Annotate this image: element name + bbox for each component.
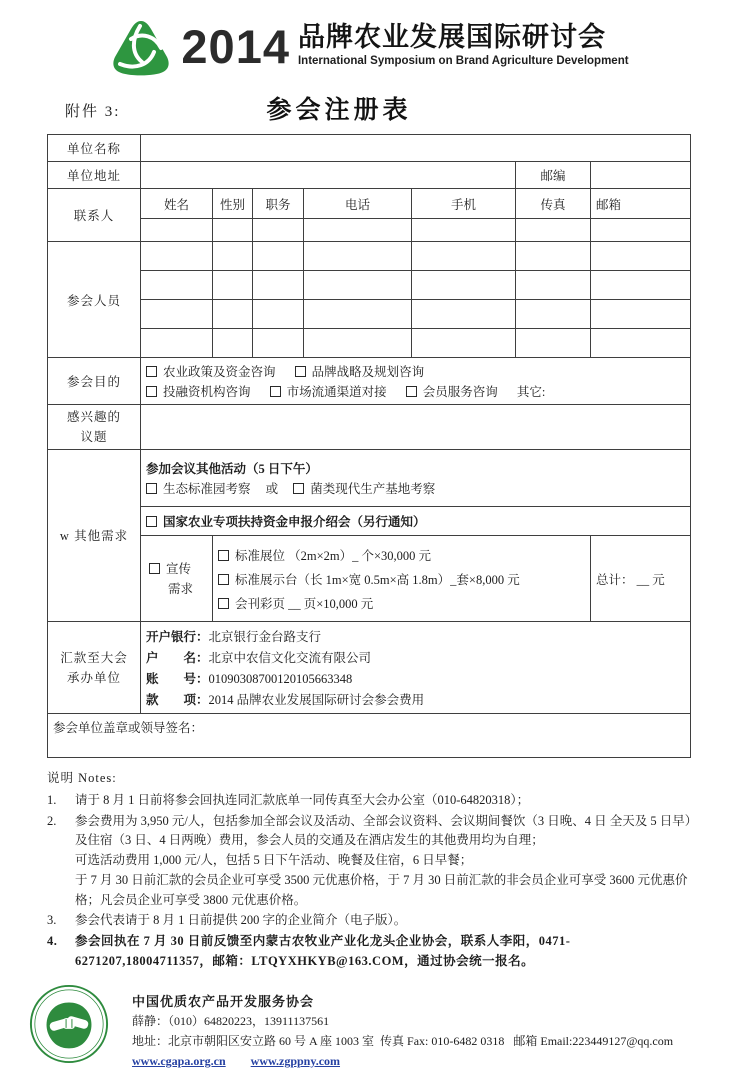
note-text: 参会回执在 7 月 30 日前反馈至内蒙古农牧业产业化龙头企业协会，联系人李阳，0471-6271207,18004711357，邮箱：LTQYXHKYB@163.COM，通过协会统一报名。 — [75, 934, 571, 968]
company-name-row — [48, 135, 691, 162]
bank-row-label: 户 名： — [146, 651, 209, 665]
note-item — [47, 911, 699, 931]
participant-field[interactable] — [213, 271, 253, 300]
checkbox-icon[interactable] — [218, 574, 229, 585]
participant-field[interactable] — [213, 329, 253, 358]
participant-field[interactable] — [141, 300, 213, 329]
contact-col-gender: 性别 — [213, 189, 253, 219]
bank-row-value: 北京中农信文化交流有限公司 — [208, 651, 372, 665]
note-text: 请于 8 月 1 日前将参会回执连同汇款底单一同传真至大会办公室（010-64820318）； — [75, 792, 530, 807]
participant-field[interactable] — [412, 300, 516, 329]
attachment-label: 附件 3: — [65, 104, 121, 120]
contact-input-row — [48, 219, 691, 242]
visit-option: 生态标准园考察 — [163, 482, 251, 496]
participant-field[interactable] — [253, 329, 304, 358]
website-link[interactable]: www.zgppny.com — [250, 1054, 341, 1069]
checkbox-icon[interactable] — [149, 563, 160, 574]
checkbox-icon[interactable] — [293, 483, 304, 494]
org-address-line: 地址：北京市朝阳区安立路 60 号 A 座 1003 室 传真 Fax: 010-6482 0318 邮箱 Email:223449127@qq.com — [132, 1034, 674, 1049]
purpose-option: 会员服务咨询 — [422, 385, 498, 399]
contact-col-email: 邮箱 — [591, 189, 691, 219]
checkbox-icon[interactable] — [295, 366, 306, 377]
note-item — [47, 812, 699, 911]
participant-field[interactable] — [304, 300, 412, 329]
footer — [28, 983, 673, 1072]
contact-col-phone: 电话 — [304, 189, 412, 219]
company-name-field[interactable] — [141, 135, 691, 162]
contact-field[interactable] — [516, 219, 591, 242]
fund-intro-row — [48, 507, 691, 536]
checkbox-icon[interactable] — [218, 598, 229, 609]
participant-field[interactable] — [253, 271, 304, 300]
registration-table — [47, 134, 691, 758]
symposium-logo-icon — [109, 16, 173, 82]
contact-field[interactable] — [591, 219, 691, 242]
publicity-label-cell — [141, 536, 213, 622]
note-text: 参会代表请于 8 月 1 日前提供 200 字的企业简介（电子版）。 — [75, 913, 407, 928]
topics-field[interactable] — [141, 405, 691, 450]
activities-cell — [141, 450, 691, 507]
symposium-title-cn: 品牌农业发展国际研讨会 — [297, 22, 606, 52]
note-number: 2. — [47, 813, 57, 828]
note-item — [47, 791, 699, 811]
contact-field[interactable] — [304, 219, 412, 242]
participant-field[interactable] — [304, 242, 412, 271]
participant-field[interactable] — [591, 271, 691, 300]
participant-row — [48, 242, 691, 271]
bank-row-value: 2014 品牌农业发展国际研讨会参会费用 — [208, 693, 425, 707]
purpose-option: 投融资机构咨询 — [163, 385, 251, 399]
note-number: 4. — [47, 934, 58, 948]
bank-row-label: 开户银行： — [146, 630, 209, 644]
participant-row — [48, 271, 691, 300]
signature-area[interactable] — [48, 714, 691, 758]
participants-label: 参会人员 — [48, 242, 141, 358]
topics-row — [48, 405, 691, 450]
note-number: 1. — [47, 792, 57, 807]
checkbox-icon[interactable] — [270, 386, 281, 397]
association-logo-icon — [28, 983, 110, 1065]
purpose-option: 品牌战略及规划咨询 — [311, 365, 425, 379]
contact-field[interactable] — [213, 219, 253, 242]
participant-row — [48, 329, 691, 358]
website-link[interactable]: www.cgapa.org.cn — [132, 1054, 226, 1069]
participant-field[interactable] — [304, 271, 412, 300]
participant-field[interactable] — [516, 329, 591, 358]
signature-row — [48, 714, 691, 758]
participant-field[interactable] — [516, 300, 591, 329]
participant-field[interactable] — [412, 242, 516, 271]
participant-field[interactable] — [516, 271, 591, 300]
checkbox-icon[interactable] — [146, 516, 157, 527]
participant-row — [48, 300, 691, 329]
participant-field[interactable] — [412, 271, 516, 300]
purpose-label: 参会目的 — [48, 358, 141, 405]
signature-label: 参会单位盖章或领导签名： — [53, 721, 204, 735]
other-needs-label: w 其他需求 — [48, 450, 141, 622]
participant-field[interactable] — [591, 242, 691, 271]
org-fax: 传真 Fax: 010-6482 0318 — [380, 1034, 505, 1049]
note-text: 参会费用为 3,950 元/人，包括参加全部会议及活动、全部会议资料、会议期间餐饮（3 日晚、4 日 全天及 5 日早）及住宿（3 日、4 日两晚）费用，参会人员的交通及在酒店发生的其他费用均为自理； 可选活动费用 1,000 元/人，包括 5 日下午活动、晚餐及住宿，6 日早餐； 于 7 月 30 日前汇款的会员企业可享受 3500 元优惠价格，于 7 月 30 日前汇款的非会员企业可享受 3600 元优惠价格；凡会员企业可享受 3800 元优惠价格。 — [75, 813, 698, 907]
contact-field[interactable] — [141, 219, 213, 242]
visit-joiner: 或 — [265, 482, 279, 496]
participant-field[interactable] — [591, 300, 691, 329]
purpose-options-cell — [141, 358, 691, 405]
activities-title: 参加会议其他活动（5 日下午） — [146, 462, 318, 476]
visit-option: 菌类现代生产基地考察 — [310, 482, 436, 496]
purpose-row — [48, 358, 691, 405]
participant-field[interactable] — [253, 300, 304, 329]
remittance-label: 汇款至大会 承办单位 — [48, 622, 141, 714]
notes-section — [47, 769, 699, 972]
publicity-total-label: 总计： __ 元 — [591, 536, 691, 622]
fund-intro-cell — [141, 507, 691, 536]
publicity-item: 标准展示台（长 1m×宽 0.5m×高 1.8m）_套×8,000 元 — [235, 572, 520, 587]
purpose-option: 农业政策及资金咨询 — [163, 365, 276, 379]
notes-heading: 说明 Notes: — [47, 771, 117, 785]
org-email: 邮箱 Email:223449127@qq.com — [513, 1034, 674, 1049]
title-row — [47, 90, 691, 130]
publicity-items-cell — [213, 536, 591, 622]
participant-field[interactable] — [591, 329, 691, 358]
publicity-item: 标准展位 （2m×2m）_ 个×30,000 元 — [235, 548, 432, 563]
company-address-field[interactable] — [141, 162, 516, 189]
bank-row-label: 款 项： — [146, 693, 209, 707]
bank-row-value: 北京银行金台路支行 — [208, 630, 322, 644]
purpose-option: 市场流通渠道对接 — [286, 385, 387, 399]
company-name-label: 单位名称 — [48, 135, 141, 162]
publicity-row — [48, 536, 691, 622]
contact-col-position: 职务 — [253, 189, 304, 219]
contact-header-row — [48, 189, 691, 219]
remittance-row — [48, 622, 691, 714]
other-needs-activities-row — [48, 450, 691, 507]
postcode-label: 邮编 — [516, 162, 591, 189]
participant-field[interactable] — [141, 242, 213, 271]
contact-label: 联系人 — [48, 189, 141, 242]
topics-label: 感兴趣的 议题 — [48, 405, 141, 450]
participant-field[interactable] — [213, 300, 253, 329]
org-name: 中国优质农产品开发服务协会 — [132, 994, 315, 1009]
contact-col-name: 姓名 — [141, 189, 213, 219]
year-text: 2014 — [181, 20, 290, 73]
org-contact-line: 薛静：（010）64820223，13911137561 — [132, 1014, 330, 1029]
note-number: 3. — [47, 913, 57, 928]
bank-row-value: 01090308700120105663348 — [208, 672, 353, 686]
participant-field[interactable] — [141, 329, 213, 358]
symposium-title-en: International Symposium on Brand Agriculture Development — [297, 55, 629, 68]
checkbox-icon[interactable] — [146, 483, 157, 494]
participant-field[interactable] — [412, 329, 516, 358]
contact-col-fax: 传真 — [516, 189, 591, 219]
checkbox-icon[interactable] — [146, 366, 157, 377]
contact-field[interactable] — [253, 219, 304, 242]
contact-col-mobile: 手机 — [412, 189, 516, 219]
company-address-label: 单位地址 — [48, 162, 141, 189]
participant-field[interactable] — [304, 329, 412, 358]
checkbox-icon[interactable] — [406, 386, 417, 397]
remittance-details-cell — [141, 622, 691, 714]
publicity-item: 会刊彩页 __ 页×10,000 元 — [235, 596, 374, 611]
purpose-other-label: 其它: — [516, 385, 546, 399]
note-item — [47, 932, 699, 972]
bank-row-label: 账 号： — [146, 672, 209, 686]
publicity-label: 宣传 — [166, 561, 192, 576]
company-address-row — [48, 162, 691, 189]
participant-field[interactable] — [516, 242, 591, 271]
participant-field[interactable] — [253, 242, 304, 271]
header — [47, 14, 691, 82]
postcode-field[interactable] — [591, 162, 691, 189]
form-title: 参会注册表 — [266, 96, 412, 124]
contact-field[interactable] — [412, 219, 516, 242]
checkbox-icon[interactable] — [146, 386, 157, 397]
fund-option: 国家农业专项扶持资金申报介绍会（另行通知） — [163, 515, 426, 529]
participant-field[interactable] — [141, 271, 213, 300]
publicity-label: 需求 — [168, 581, 194, 596]
participant-field[interactable] — [213, 242, 253, 271]
checkbox-icon[interactable] — [218, 550, 229, 561]
